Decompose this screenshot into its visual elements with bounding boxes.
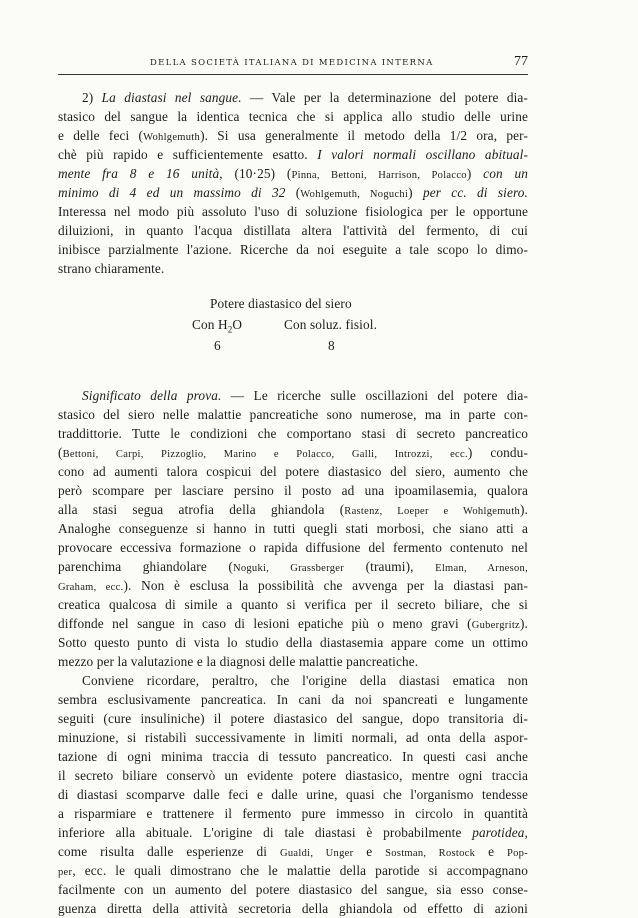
- text-line: parenchima ghiandolare (Noguki, Grassberger (traumi), Elman, Arneson,: [58, 559, 528, 574]
- text-line: minuzione, si ristabilì successivamente in limiti normali, ad onta della aspor-: [58, 730, 528, 745]
- text-line: traddittorie. Tutte le condizioni che comportano stasi di secreto pancreatico: [58, 426, 528, 441]
- text-line: minimo di 4 ed un massimo di 32 (Wohlgemuth, Noguchi) per cc. di siero.: [58, 185, 528, 200]
- author-name: Gubergritz: [471, 620, 520, 631]
- paragraph-significato: [58, 386, 528, 671]
- diastasic-power-table: [58, 294, 528, 360]
- text-line: e delle feci (Wohlgemuth). Si usa generalmente il metodo della 1/2 ora, per-: [58, 128, 528, 143]
- text-line: creatica qualcosa di simile a quanto si verifica per il secreto biliare, che si: [58, 597, 528, 612]
- author-name: Wohlgemuth, Noguchi: [300, 189, 409, 200]
- author-name: Wohlgemuth: [143, 132, 201, 143]
- text-line: il secreto biliare conservò un evidente potere diastasico, mentre ogni traccia: [58, 768, 528, 783]
- text-line: come risulta dalle esperienze di Gualdi, Unger e Sostman, Rostock e Pop-: [58, 844, 528, 859]
- table-col2-value: 8: [328, 338, 335, 353]
- table-col2-header: Con soluz. fisiol.: [284, 317, 378, 332]
- text-line: a risparmiare e trattenere il fermento pure immesso in circolo in quantità: [58, 806, 528, 821]
- text-line: 2) La diastasi nel sangue. — Vale per la determinazione del potere dia-: [82, 90, 528, 105]
- text-line: Graham, ecc.). Non è esclusa la possibilità che avvenga per la diastasi pan-: [58, 578, 528, 593]
- author-name: Sostman, Rostock: [385, 848, 476, 859]
- text-line: inibisce parzialmente l'azione. Ricerche da noi eseguite a tale scopo lo dimo-: [58, 242, 528, 257]
- author-name: per: [58, 867, 73, 878]
- text-line: Conviene ricordare, peraltro, che l'origine della diastasi ematica non: [82, 673, 528, 688]
- text-line: alla stasi segua atrofia della ghiandola (Rastenz, Loeper e Wohlgemuth).: [58, 502, 528, 517]
- text-line: chè più rapido e sufficientemente esatto. I valori normali oscillano abitual-: [58, 147, 528, 162]
- body-text: [58, 88, 528, 918]
- text-line: per, ecc. le quali dimostrano che le malattie della parotide si accompagnano: [58, 863, 528, 878]
- text-line: (Bettoni, Carpi, Pizzoglio, Marino e Polacco, Galli, Introzzi, ecc.) condu-: [58, 445, 529, 460]
- author-name: Elman, Arneson,: [435, 563, 528, 574]
- text-line: mente fra 8 e 16 unità, (10·25) (Pinna, Bettoni, Harrison, Polacco) con un: [58, 166, 529, 181]
- text-line: Significato della prova. — Le ricerche sulle oscillazioni del potere dia-: [82, 388, 528, 403]
- author-name: Noguki, Grassberger: [232, 563, 345, 574]
- text-line: stasico del sangue la identica tecnica che si applica allo studio delle urine: [58, 109, 528, 124]
- text-line: inferiore alla abituale. L'origine di tale diastasi è probabilmente parotidea,: [58, 825, 528, 840]
- author-name: Rastenz, Loeper e Wohlgemuth: [344, 506, 520, 517]
- text-line: mezzo per la valutazione e la diagnosi delle malattie pancreatiche.: [58, 654, 419, 669]
- running-title: DELLA SOCIETÀ ITALIANA DI MEDICINA INTERNA: [150, 58, 434, 68]
- text-line: cono ad aumenti talora cospicui del potere diastasico del siero, aumento che: [58, 464, 528, 479]
- text-line: però scompare per lasciare persino il posto ad una ipoamilasemia, qualora: [58, 483, 528, 498]
- text-line: di diastasi scomparve dalle feci e dalle urine, quasi che l'organismo tendesse: [58, 787, 528, 802]
- text-line: sembra esclusivamente pancreatica. In cani da noi spancreati e lungamente: [58, 692, 528, 707]
- author-name: Graham, ecc.: [58, 582, 124, 593]
- text-line: provocare eccessiva formazione o rapida diffusione del fermento contenuto nel: [58, 540, 528, 555]
- author-name: Pop-: [506, 848, 528, 859]
- text-line: Sotto questo punto di vista lo studio della diastasemia appare come un ottimo: [58, 635, 528, 650]
- text-line: strano chiaramente.: [58, 261, 165, 276]
- paragraph-diastasi-sangue: [58, 88, 528, 278]
- text-line: seguiti (cure insuliniche) il potere diastasico del sangue, dopo transitoria di-: [58, 711, 528, 726]
- running-header: [58, 52, 528, 72]
- text-line: guenza diretta della attività secretoria della ghiandola od effetto di azioni: [58, 901, 528, 916]
- author-name: Pinna, Bettoni, Harrison, Polacco: [291, 170, 467, 181]
- author-name: Bettoni, Carpi, Pizzoglio, Marino e Polacco, Galli, Introzzi, ecc.: [62, 449, 468, 460]
- text-line: facilmente con un aumento del potere diastasico del sangue, sia esso conse-: [58, 882, 528, 897]
- text-line: diluizioni, in quanto l'acqua distillata altera l'attività del fermento, di cui: [58, 223, 528, 238]
- text-line: stasico del siero nelle malattie pancreatiche sono numerose, ma in parte con-: [58, 407, 528, 422]
- text-line: diffonde nel sangue in caso di lesioni epatiche più o meno gravi (Gubergritz).: [58, 616, 528, 631]
- table-title: Potere diastasico del siero: [210, 296, 352, 311]
- header-rule: [58, 74, 528, 75]
- table-col1-value: 6: [214, 338, 221, 353]
- paragraph-origine-diastasi: [58, 671, 528, 918]
- author-name: Gualdi, Unger: [280, 848, 354, 859]
- text-line: Interessa nel modo più assoluto l'uso di soluzione fisiologica per le opportune: [58, 204, 528, 219]
- page-number: 77: [514, 54, 528, 69]
- text-line: tazione di ogni minima traccia di tessuto pancreatico. In questi casi anche: [58, 749, 528, 764]
- table-col1-header: Con $H_2O$: [192, 317, 243, 335]
- text-line: Analoghe conseguenze si hanno in tutti quegli stati morbosi, che siano atti a: [58, 521, 528, 536]
